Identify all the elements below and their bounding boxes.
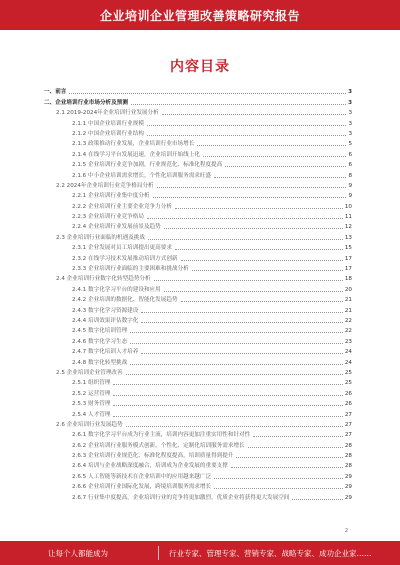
toc-entry-page: 22 bbox=[344, 328, 352, 335]
toc-entry[interactable] bbox=[44, 148, 352, 158]
toc-entry[interactable] bbox=[44, 377, 352, 387]
toc-entry-label: 2.1.2 中国企业培训行业结构 bbox=[72, 130, 144, 137]
toc-entry-page: 11 bbox=[344, 214, 352, 221]
toc-entry[interactable] bbox=[44, 470, 352, 480]
toc-entry[interactable] bbox=[44, 128, 352, 138]
toc-entry[interactable] bbox=[44, 325, 352, 335]
toc-leader-dots bbox=[164, 228, 343, 229]
toc-leader-dots bbox=[113, 416, 342, 417]
toc-entry-page: 3 bbox=[348, 110, 352, 117]
toc-entry-label: 2.4.1 数字化学习平台的建设和应用 bbox=[72, 286, 161, 293]
toc-leader-dots bbox=[192, 270, 343, 271]
report-title: 企业培训企业管理改善策略研究报告 bbox=[99, 8, 300, 23]
toc-entry-page: 3 bbox=[348, 89, 352, 96]
toc-entry-page: 17 bbox=[344, 255, 352, 262]
toc-leader-dots bbox=[175, 249, 343, 250]
toc-entry-label: 2.5.4 人才管理 bbox=[72, 411, 111, 418]
footer-slogan-left: 让每个人都能成为 bbox=[48, 548, 108, 558]
toc-leader-dots bbox=[130, 332, 343, 333]
toc-entry-label: 2.1 2019-2024年企业培训行业发展分析 bbox=[56, 110, 159, 117]
toc-entry[interactable] bbox=[44, 481, 352, 491]
toc-entry[interactable] bbox=[44, 356, 352, 366]
toc-leader-dots bbox=[113, 405, 342, 406]
toc-entry-label: 2.3.3 企业培训行业面临的主要困难和挑战分析 bbox=[72, 266, 189, 273]
toc-entry[interactable] bbox=[44, 180, 352, 190]
toc-entry[interactable] bbox=[44, 346, 352, 356]
toc-leader-dots bbox=[231, 467, 343, 468]
toc-entry-page: 26 bbox=[344, 401, 352, 408]
toc-entry-label: 2.3.2 在线学习技术发展推动培训方式创新 bbox=[72, 255, 178, 262]
toc-entry[interactable] bbox=[44, 117, 352, 127]
toc-entry[interactable] bbox=[44, 200, 352, 210]
toc-entry[interactable] bbox=[44, 304, 352, 314]
toc-entry-label: 2.2.1 企业培训行业集中度分析 bbox=[72, 193, 150, 200]
toc-leader-dots bbox=[225, 166, 346, 167]
toc-entry-page: 5 bbox=[348, 141, 352, 148]
toc-entry[interactable] bbox=[44, 231, 352, 241]
toc-entry-label: 2.5.1 组织管理 bbox=[72, 380, 111, 387]
toc-entry[interactable] bbox=[44, 450, 352, 460]
toc-entry[interactable] bbox=[44, 398, 352, 408]
toc-leader-dots bbox=[141, 312, 343, 313]
toc-entry-page: 28 bbox=[344, 453, 352, 460]
toc-entry-label: 2.4.4 培训效果评估数字化 bbox=[72, 317, 139, 324]
toc-entry-label: 2.3.1 企业发展对员工培训提出更高要求 bbox=[72, 245, 172, 252]
toc-entry-page: 29 bbox=[344, 473, 352, 480]
toc-leader-dots bbox=[236, 457, 342, 458]
toc-leader-dots bbox=[175, 208, 343, 209]
toc-entry-page: 29 bbox=[344, 484, 352, 491]
toc-entry-page: 17 bbox=[344, 266, 352, 273]
toc-entry-label: 2.6.2 企业培训行业服务模式创新，个性化、定制化培训服务需求增长 bbox=[72, 442, 245, 449]
toc-leader-dots bbox=[147, 135, 346, 136]
toc-entry-label: 2.6.6 企业培训行业国际化发展，跨境培训服务需求增长 bbox=[72, 484, 212, 491]
toc-entry-label: 2.6 企业培训行业发展趋势 bbox=[56, 421, 123, 428]
toc-entry-page: 26 bbox=[344, 390, 352, 397]
toc-entry[interactable] bbox=[44, 491, 352, 501]
toc-entry-label: 2.2.2 企业培训行业主要企业竞争力分析 bbox=[72, 203, 172, 210]
toc-leader-dots bbox=[181, 301, 343, 302]
toc-entry-page: 27 bbox=[344, 411, 352, 418]
toc-entry-label: 2.1.6 中小企业培训需求增长，个性化培训服务需求旺盛 bbox=[72, 172, 212, 179]
toc-entry[interactable] bbox=[44, 367, 352, 377]
toc-entry-label: 2.6.4 培训与企业战略深度融合，培训成为企业发展的重要支撑 bbox=[72, 463, 228, 470]
toc-leader-dots bbox=[130, 364, 343, 365]
toc-entry-page: 27 bbox=[344, 432, 352, 439]
toc-entry-page: 21 bbox=[344, 307, 352, 314]
toc-leader-dots bbox=[164, 291, 343, 292]
toc-leader-dots bbox=[214, 488, 343, 489]
toc-entry-page: 28 bbox=[344, 463, 352, 470]
toc-entry[interactable] bbox=[44, 273, 352, 283]
toc-entry-page: 12 bbox=[344, 224, 352, 231]
toc-entry[interactable] bbox=[44, 429, 352, 439]
toc-leader-dots bbox=[126, 374, 343, 375]
toc-leader-dots bbox=[203, 156, 347, 157]
toc-entry-page: 20 bbox=[344, 286, 352, 293]
toc-entry-label: 2.1.5 企业培训行业竞争加剧，行业规范化、标准化程度提高 bbox=[72, 162, 223, 169]
toc-entry[interactable] bbox=[44, 96, 352, 106]
toc-leader-dots bbox=[113, 395, 342, 396]
toc-leader-dots bbox=[113, 384, 342, 385]
toc-entry-label: 2.4 企业培训行业数字化转型趋势分析 bbox=[56, 276, 151, 283]
toc-entry[interactable] bbox=[44, 107, 352, 117]
toc-entry-page: 3 bbox=[348, 130, 352, 137]
toc-entry[interactable] bbox=[44, 439, 352, 449]
toc-entry-label: 2.4.6 数字化学习生态 bbox=[72, 338, 128, 345]
toc-entry[interactable] bbox=[44, 460, 352, 470]
toc-entry[interactable] bbox=[44, 190, 352, 200]
toc-leader-dots bbox=[141, 322, 343, 323]
footer-slogan-right: 行业专家、管理专家、营销专家、战略专家、成功企业家…… bbox=[169, 548, 372, 558]
toc-entry-page: 9 bbox=[348, 193, 352, 200]
toc-entry-page: 24 bbox=[344, 349, 352, 356]
toc-entry-page: 10 bbox=[344, 203, 352, 210]
toc-entry-label: 2.2.3 企业培训行业竞争格局 bbox=[72, 214, 144, 221]
toc-leader-dots bbox=[126, 426, 343, 427]
toc-entry[interactable] bbox=[44, 408, 352, 418]
toc-leader-dots bbox=[292, 499, 342, 500]
toc-entry-label: 一、前言 bbox=[44, 89, 67, 96]
toc-leader-dots bbox=[157, 187, 347, 188]
toc-entry-page: 13 bbox=[344, 234, 352, 241]
toc-entry[interactable] bbox=[44, 294, 352, 304]
footer-divider bbox=[158, 546, 159, 560]
toc-entry-page: 28 bbox=[344, 442, 352, 449]
footer-banner bbox=[0, 541, 400, 565]
toc-leader-dots bbox=[131, 104, 346, 105]
toc-entry-label: 2.6.7 行业集中度提高，企业培训行业的竞争将更加激烈，优质企业将获得更大发展空间 bbox=[72, 494, 290, 501]
toc-entry-label: 2.4.8 数字化转型挑战 bbox=[72, 359, 128, 366]
toc-leader-dots bbox=[181, 260, 343, 261]
toc-leader-dots bbox=[141, 353, 343, 354]
toc-leader-dots bbox=[130, 343, 343, 344]
toc-entry-page: 27 bbox=[344, 421, 352, 428]
toc-leader-dots bbox=[147, 218, 343, 219]
toc-entry-label: 2.4.7 数字化培训人才培养 bbox=[72, 349, 139, 356]
toc-entry[interactable] bbox=[44, 315, 352, 325]
toc-title: 内容目录 bbox=[170, 59, 230, 75]
toc-entry-page: 3 bbox=[348, 99, 352, 106]
toc-entry-page: 25 bbox=[344, 369, 352, 376]
toc-entry[interactable] bbox=[44, 221, 352, 231]
toc-entry-label: 2.5.2 运营管理 bbox=[72, 390, 111, 397]
toc-leader-dots bbox=[162, 114, 347, 115]
toc-entry-label: 2.2 2024年企业培训行业竞争格局分析 bbox=[56, 182, 154, 189]
toc-entry[interactable] bbox=[44, 138, 352, 148]
toc-entry-label: 2.4.2 企业培训的数据化、智能化发展趋势 bbox=[72, 297, 178, 304]
page-number: 2 bbox=[344, 528, 348, 534]
toc-entry-label: 2.6.1 数字化学习平台成为行业主流，培训内容更加注重实用性和针对性 bbox=[72, 432, 251, 439]
toc-entry-label: 2.3 企业培训行业面临的机遇及挑战 bbox=[56, 234, 145, 241]
toc-entry-label: 2.5.3 财务管理 bbox=[72, 401, 111, 408]
toc-entry-page: 3 bbox=[348, 120, 352, 127]
toc-leader-dots bbox=[197, 145, 346, 146]
toc-entry-page: 24 bbox=[344, 359, 352, 366]
toc-entry[interactable] bbox=[44, 86, 352, 96]
toc-entry-page: 29 bbox=[344, 494, 352, 501]
toc-entry-page: 15 bbox=[344, 245, 352, 252]
toc-entry-label: 2.4.5 数字化培训管理 bbox=[72, 328, 128, 335]
toc-leader-dots bbox=[147, 125, 346, 126]
toc-entry-page: 18 bbox=[344, 276, 352, 283]
toc-leader-dots bbox=[214, 177, 346, 178]
toc-entry-page: 21 bbox=[344, 297, 352, 304]
toc-entry-label: 2.2.4 企业培训行业发展前景及趋势 bbox=[72, 224, 161, 231]
toc-entry[interactable] bbox=[44, 159, 352, 169]
toc-entry-label: 2.5 企业培训企业管理改善 bbox=[56, 369, 123, 376]
toc-entry-page: 8 bbox=[348, 172, 352, 179]
toc-entry[interactable] bbox=[44, 335, 352, 345]
toc-entry-page: 6 bbox=[348, 151, 352, 158]
toc-entry-label: 二、企业培训行业市场分析及预测 bbox=[44, 99, 128, 106]
toc-leader-dots bbox=[69, 93, 346, 94]
toc-entry[interactable] bbox=[44, 252, 352, 262]
toc-entry-label: 2.1.3 政策推动行业发展，企业培训行业市场增长 bbox=[72, 141, 195, 148]
toc-entry[interactable] bbox=[44, 169, 352, 179]
toc-leader-dots bbox=[154, 280, 343, 281]
toc-entry[interactable] bbox=[44, 263, 352, 273]
toc-leader-dots bbox=[253, 436, 343, 437]
toc-entry-label: 2.4.3 数字化学习资源建设 bbox=[72, 307, 139, 314]
toc-entry-label: 2.6.3 企业培训行业规范化、标准化程度提高，培训质量得到提升 bbox=[72, 453, 234, 460]
toc-entry-page: 9 bbox=[348, 182, 352, 189]
toc-entry-label: 2.1.1 中国企业培训行业规模 bbox=[72, 120, 144, 127]
toc-leader-dots bbox=[248, 447, 343, 448]
table-of-contents bbox=[44, 86, 352, 502]
toc-entry-label: 2.1.4 在线学习平台发展迅速，企业培训开始线上化 bbox=[72, 151, 200, 158]
report-header bbox=[0, 0, 400, 30]
toc-entry[interactable] bbox=[44, 419, 352, 429]
toc-entry-label: 2.6.5 人工智能等新技术在企业培训中的应用越来越广泛 bbox=[72, 473, 212, 480]
toc-entry[interactable] bbox=[44, 283, 352, 293]
toc-leader-dots bbox=[153, 197, 347, 198]
toc-entry-page: 6 bbox=[348, 162, 352, 169]
toc-leader-dots bbox=[148, 239, 343, 240]
toc-entry[interactable] bbox=[44, 211, 352, 221]
toc-leader-dots bbox=[214, 478, 343, 479]
toc-entry-page: 22 bbox=[344, 317, 352, 324]
toc-entry[interactable] bbox=[44, 242, 352, 252]
toc-entry-page: 25 bbox=[344, 380, 352, 387]
toc-entry[interactable] bbox=[44, 387, 352, 397]
toc-entry-page: 23 bbox=[344, 338, 352, 345]
